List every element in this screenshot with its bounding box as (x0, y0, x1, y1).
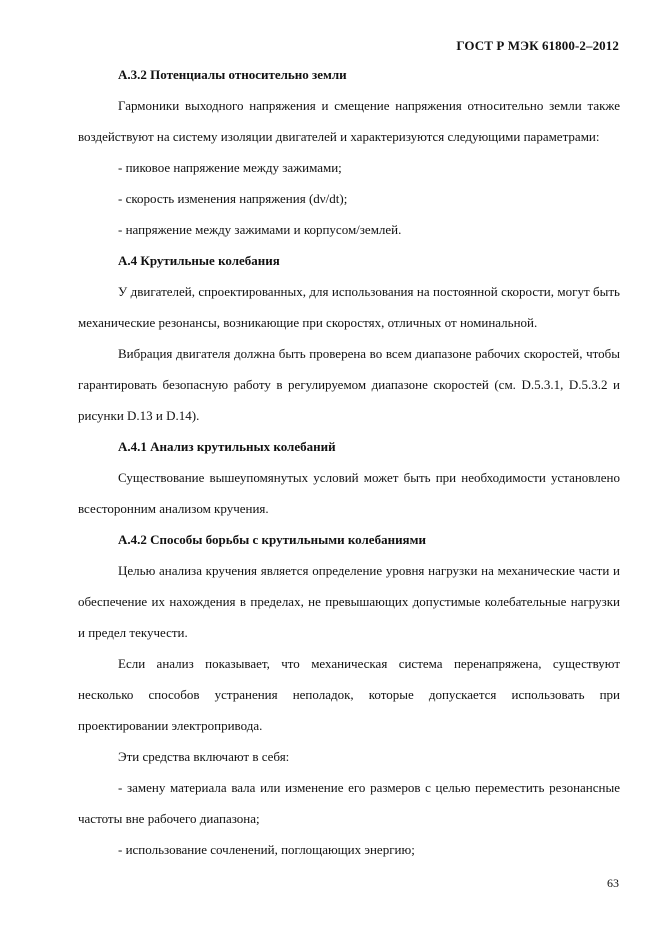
paragraph: Эти средства включают в себя: (118, 749, 290, 764)
list-item: - использование сочленений, поглощающих энергию; (118, 842, 415, 857)
list-item: - пиковое напряжение между зажимами; (118, 160, 342, 175)
paragraph: У двигателей, спроектированных, для использования на постоянной скорости, могут быть механические резонансы, возникающие при скоростях, отличных от номинальной. (78, 284, 620, 330)
section-heading-a42: A.4.2 Способы борьбы с крутильными колебаниями (118, 532, 426, 547)
section-heading-a41: A.4.1 Анализ крутильных колебаний (118, 439, 336, 454)
page-number: 63 (607, 876, 619, 890)
list-item: - замену материала вала или изменение его размеров с целью переместить резонансные частоты вне рабочего диапазона; (78, 780, 620, 826)
section-heading-a32: A.3.2 Потенциалы относительно земли (118, 67, 347, 82)
paragraph: Гармоники выходного напряжения и смещение напряжения относительно земли также воздействуют на систему изоляции двигателей и характеризуются следующими параметрами: (78, 98, 620, 144)
list-item: - напряжение между зажимами и корпусом/землей. (118, 222, 402, 237)
section-heading-a4: A.4 Крутильные колебания (118, 253, 280, 268)
page-body (78, 59, 620, 865)
paragraph: Существование вышеупомянутых условий может быть при необходимости установлено всесторонним анализом кручения. (78, 470, 620, 516)
paragraph: Если анализ показывает, что механическая система перенапряжена, существуют несколько способов устранения неполадок, которые допускается использовать при проектировании электропривода. (78, 656, 620, 733)
paragraph: Вибрация двигателя должна быть проверена во всем диапазоне рабочих скоростей, чтобы гарантировать безопасную работу в регулируемом диапазоне скоростей (см. D.5.3.1, D.5.3.2 и рисунки D.13 и D.14). (78, 346, 620, 423)
list-item: - скорость изменения напряжения (dν/dt); (118, 191, 348, 206)
standard-designation: ГОСТ Р МЭК 61800-2–2012 (456, 38, 619, 53)
paragraph: Целью анализа кручения является определение уровня нагрузки на механические части и обеспечение их нахождения в пределах, не превышающих допустимые колебательные нагрузки и предел текучести. (78, 563, 620, 640)
